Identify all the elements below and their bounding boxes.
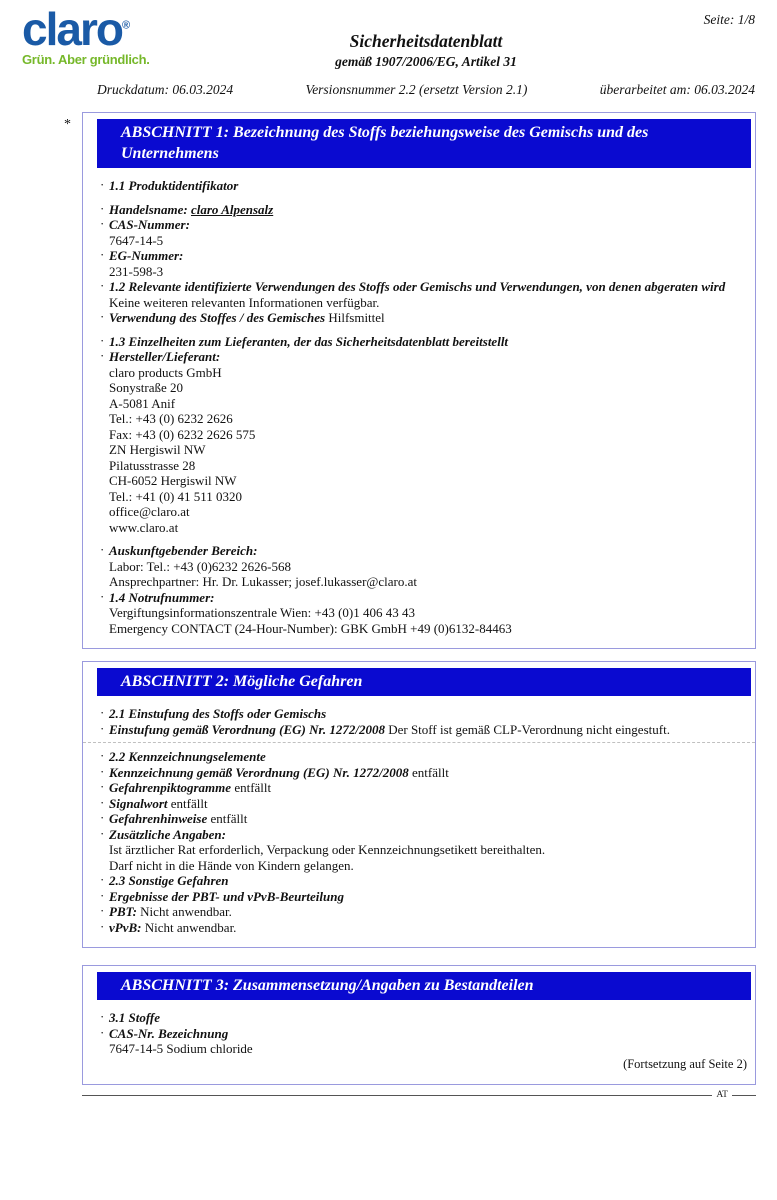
text-row (99, 217, 749, 233)
text-row (99, 458, 749, 474)
text-row (99, 310, 749, 326)
bullet-dot: · (100, 918, 105, 934)
text-row (99, 722, 749, 738)
document-header (97, 31, 755, 70)
text-row (99, 842, 749, 858)
text-segment: 7647-14-5 (109, 232, 164, 248)
section-content (83, 1000, 755, 1084)
text-segment: Fax: +43 (0) 6232 2626 575 (109, 426, 256, 442)
text-segment: www.claro.at (109, 519, 179, 535)
text-row (99, 590, 749, 606)
section-box (82, 965, 756, 1085)
text-row (99, 920, 749, 936)
text-segment: Nicht anwendbar. (140, 904, 232, 919)
text-segment: 2.1 Einstufung des Stoffs oder Gemischs (109, 706, 327, 721)
section-box (82, 661, 756, 948)
brand-wordmark: claro® (22, 3, 131, 55)
text-segment: Ergebnisse der PBT- und vPvB-Beurteilung (109, 888, 344, 904)
document-body (82, 112, 756, 1101)
text-segment: Ist ärztlicher Rat erforderlich, Verpackung oder Kennzeichnungsetikett bereithalten. (109, 842, 546, 857)
country-rule-line (82, 1095, 712, 1096)
text-segment: 7647-14-5 Sodium chloride (109, 1041, 253, 1056)
text-segment: (Fortsetzung auf Seite 2) (623, 1056, 747, 1071)
dashed-divider (83, 742, 755, 743)
text-segment: A-5081 Anif (109, 395, 176, 411)
section-title: ABSCHNITT 2: Mögliche Gefahren (121, 673, 363, 690)
text-row (99, 904, 749, 920)
text-segment: Ansprechpartner: Hr. Dr. Lukasser; josef.lukasser@claro.at (109, 574, 417, 589)
text-segment: Auskunftgebender Bereich: (109, 543, 258, 558)
text-segment: 2.3 Sonstige Gefahren (109, 873, 229, 888)
text-segment: Verwendung des Stoffes / des Gemisches (109, 310, 329, 325)
text-row (99, 473, 749, 489)
text-segment: claro Alpensalz (190, 201, 274, 217)
text-segment: office@claro.at (109, 504, 190, 519)
text-row (99, 1026, 749, 1042)
row-gap (99, 326, 749, 334)
text-row (99, 396, 749, 412)
text-segment: entfällt (234, 780, 272, 795)
text-row (99, 334, 749, 350)
document-subtitle: gemäß 1907/2006/EG, Artikel 31 (335, 54, 517, 69)
text-segment: Emergency CONTACT (24-Hour-Number): GBK GmbH +49 (0)6132-84463 (109, 620, 512, 636)
text-segment: claro products GmbH (109, 364, 222, 380)
text-segment: Tel.: +41 (0) 41 511 0320 (109, 488, 243, 504)
text-row (99, 889, 749, 905)
text-segment: vPvB: (109, 919, 145, 935)
text-segment: Kennzeichnung gemäß Verordnung (EG) Nr. 1272/2008 (109, 764, 413, 780)
text-row (99, 1041, 749, 1057)
text-row (99, 411, 749, 427)
text-segment: CH-6052 Hergiswil NW (109, 473, 237, 488)
text-segment: ZN Hergiswil NW (109, 442, 206, 457)
text-row (99, 780, 749, 796)
bullet-dot: · (100, 216, 105, 231)
bullet-dot: · (100, 309, 105, 324)
country-code-label: AT (716, 1090, 728, 1100)
bullet-dot: · (100, 810, 105, 825)
bullet-dot: · (100, 763, 105, 779)
row-gap (99, 194, 749, 202)
text-row (99, 202, 749, 218)
country-rule-line (732, 1095, 756, 1096)
section-content (83, 168, 755, 648)
text-row (99, 504, 749, 520)
page-number-label: Seite: 1/8 (703, 12, 755, 27)
text-segment: Tel.: +43 (0) 6232 2626 (109, 411, 233, 426)
bullet-dot: · (100, 247, 105, 262)
bullet-dot: · (100, 825, 105, 841)
bullet-dot: · (100, 542, 105, 557)
text-segment: Sonystraße 20 (109, 380, 184, 395)
text-row (99, 621, 749, 637)
text-segment: 1.3 Einzelheiten zum Lieferanten, der das Sicherheitsdatenblatt bereitstellt (109, 333, 509, 349)
text-segment: Pilatusstrasse 28 (109, 457, 196, 473)
text-segment: 1.4 Notrufnummer: (109, 589, 215, 605)
text-segment: Keine weiteren relevanten Informationen verfügbar. (109, 294, 380, 310)
bullet-dot: · (100, 705, 105, 720)
country-code-row (82, 1090, 756, 1101)
version-number: Versionsnummer 2.2 (ersetzt Version 2.1) (305, 82, 528, 97)
text-row (99, 489, 749, 505)
document-title: Sicherheitsdatenblatt (349, 31, 503, 51)
text-row (99, 605, 749, 621)
text-segment: Signalwort (109, 795, 171, 811)
text-row (99, 559, 749, 575)
bullet-dot: · (100, 748, 105, 763)
bullet-dot: · (100, 1024, 105, 1040)
section-header-bar (97, 119, 751, 168)
brand-tagline: Grün. Aber gründlich. (22, 52, 150, 67)
revision-info-row (97, 82, 755, 98)
section-title: ABSCHNITT 3: Zusammensetzung/Angaben zu Bestandteilen (121, 977, 534, 994)
bullet-dot: · (100, 348, 105, 363)
text-row (99, 749, 749, 765)
text-row (99, 279, 749, 295)
text-row (99, 380, 749, 396)
bullet-dot: · (100, 278, 105, 293)
registered-trademark-icon: ® (121, 19, 131, 32)
bullet-dot: · (100, 332, 105, 348)
text-segment: Gefahrenhinweise (109, 811, 211, 826)
continuation-note (99, 1057, 749, 1073)
text-row (99, 295, 749, 311)
text-segment: Der Stoff ist gemäß CLP-Verordnung nicht eingestuft. (388, 721, 670, 737)
text-row (99, 349, 749, 365)
text-row (99, 1010, 749, 1026)
section-box (82, 112, 756, 649)
text-segment: Vergiftungsinformationszentrale Wien: +43 (0)1 406 43 43 (109, 605, 415, 620)
text-row (99, 520, 749, 536)
text-row (99, 873, 749, 889)
text-row (99, 543, 749, 559)
text-segment: Labor: Tel.: +43 (0)6232 2626-568 (109, 558, 292, 574)
bullet-dot: · (100, 588, 105, 604)
text-row (99, 811, 749, 827)
text-row (99, 365, 749, 381)
bullet-dot: · (100, 794, 105, 810)
text-segment: Hilfsmittel (328, 310, 385, 325)
text-row (99, 858, 749, 874)
text-segment: PBT: (109, 904, 141, 919)
text-segment: CAS-Nr. Bezeichnung (109, 1025, 229, 1041)
text-segment: EG-Nummer: (109, 248, 184, 263)
text-segment: Gefahrenpiktogramme (109, 780, 235, 795)
text-row (99, 442, 749, 458)
section-header-bar (97, 668, 751, 696)
change-marker: * (64, 117, 71, 132)
text-segment: 1.2 Relevante identifizierte Verwendungen des Stoffs oder Gemischs und Verwendungen, von denen abgeraten wird (109, 279, 726, 294)
text-segment: 2.2 Kennzeichnungselemente (109, 749, 266, 764)
bullet-dot: · (100, 887, 105, 903)
text-row (99, 796, 749, 812)
text-row (99, 706, 749, 722)
bullet-dot: · (100, 200, 105, 216)
text-segment: 3.1 Stoffe (109, 1010, 161, 1025)
bullet-dot: · (100, 177, 105, 192)
bullet-dot: · (100, 779, 105, 794)
text-segment: 1.1 Produktidentifikator (109, 178, 239, 193)
text-segment: entfällt (412, 764, 449, 780)
print-date: Druckdatum: 06.03.2024 (97, 82, 234, 97)
text-segment: Darf nicht in die Hände von Kindern gelangen. (109, 857, 354, 873)
text-row (99, 427, 749, 443)
text-segment: 231-598-3 (109, 263, 164, 279)
text-segment: CAS-Nummer: (109, 217, 190, 232)
text-segment: entfällt (170, 795, 208, 811)
text-segment: Einstufung gemäß Verordnung (EG) Nr. 1272/2008 (109, 721, 389, 737)
bullet-dot: · (100, 872, 105, 887)
bullet-dot: · (100, 1009, 105, 1024)
text-segment: Nicht anwendbar. (144, 919, 237, 935)
text-row (99, 827, 749, 843)
text-row (99, 574, 749, 590)
text-row (99, 264, 749, 280)
row-gap (99, 535, 749, 543)
text-segment: entfällt (210, 811, 248, 826)
section-content (83, 696, 755, 947)
text-segment: Zusätzliche Angaben: (109, 826, 226, 842)
text-row (99, 248, 749, 264)
bullet-dot: · (100, 720, 105, 736)
section-title: ABSCHNITT 1: Bezeichnung des Stoffs beziehungsweise des Gemischs und des Unternehmens (121, 124, 649, 162)
text-row (99, 178, 749, 194)
text-segment: Hersteller/Lieferant: (109, 349, 221, 364)
revised-date: überarbeitet am: 06.03.2024 (599, 82, 755, 97)
bullet-dot: · (100, 903, 105, 918)
text-segment: Handelsname: (109, 201, 191, 217)
text-row (99, 233, 749, 249)
section-header-bar (97, 972, 751, 1000)
text-row (99, 765, 749, 781)
